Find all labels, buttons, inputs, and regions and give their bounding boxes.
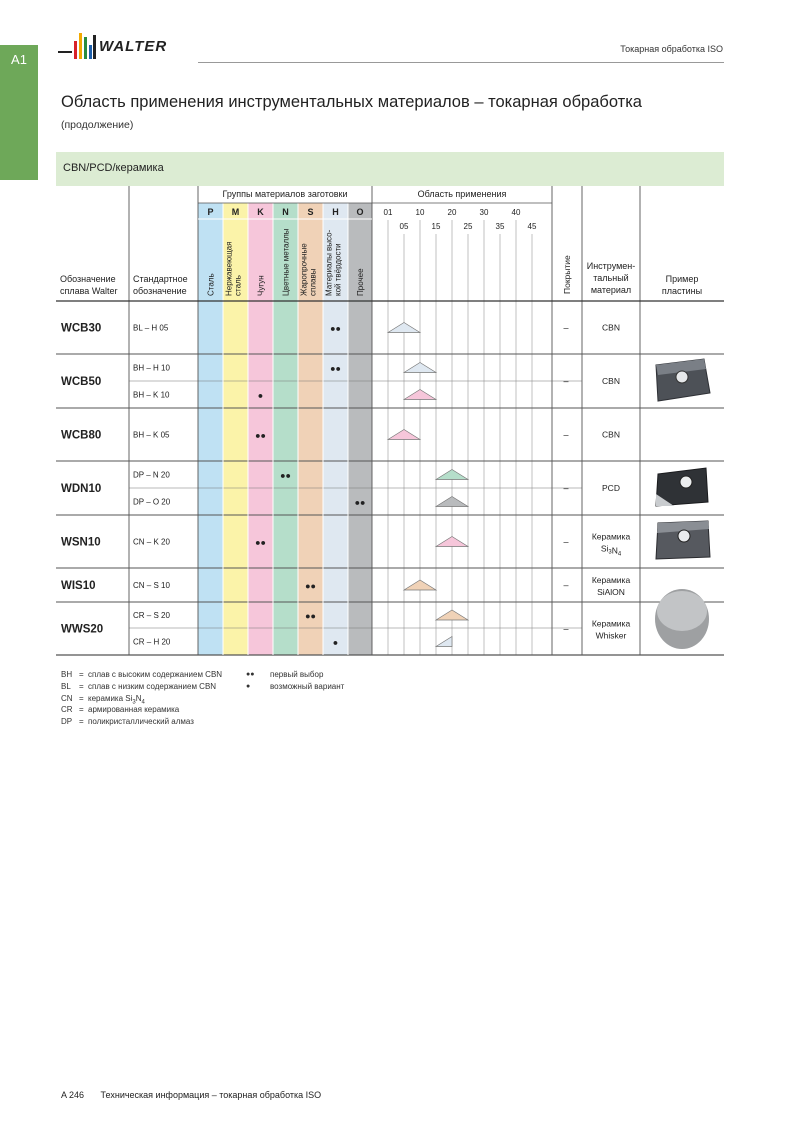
legend-desc: керамика $Si_3N_4$: [88, 693, 145, 706]
group-name-o: Прочее: [356, 268, 365, 296]
page-footer: [61, 1090, 321, 1100]
coating-value: –: [563, 322, 569, 333]
range-triangle: [388, 323, 420, 333]
scale-label-top: 10: [415, 208, 425, 217]
tool-material: Керамика: [591, 531, 631, 542]
scale-label-bottom: 25: [463, 222, 473, 231]
group-name-k: Чугун: [256, 275, 266, 296]
group-letter-s: S: [307, 207, 314, 217]
legend-abbr: CN: [61, 693, 73, 703]
grade-wdn10: WDN10: [61, 483, 102, 495]
scale-label-top: 01: [383, 208, 393, 217]
range-triangle: [436, 637, 452, 647]
group-dots-n: ●●: [280, 470, 291, 481]
group-name-h: Материалы высо-: [324, 229, 334, 296]
range-triangle: [404, 580, 436, 590]
header-material: тальный: [593, 273, 629, 283]
grade-wws20: WWS20: [61, 623, 104, 636]
tool-material-sub: $Si_3N_4$: [600, 543, 622, 558]
standard-designation: CR – H 20: [133, 637, 171, 647]
scale-label-bottom: 15: [431, 222, 441, 231]
scale-label-bottom: 45: [527, 222, 537, 231]
range-triangle: [436, 497, 468, 507]
legend-equals: =: [79, 705, 84, 715]
group-name-s: Жаропрочные: [299, 243, 309, 296]
header-example: Пример: [665, 274, 699, 284]
group-letter-h: H: [332, 207, 339, 217]
header-groups: Группы материалов заготовки: [222, 189, 348, 199]
header-example: пластины: [661, 286, 703, 296]
tool-material: Керамика: [591, 618, 631, 629]
tool-material-sub: SiAlON: [597, 587, 625, 597]
group-name-n: Цветные металлы: [281, 228, 291, 296]
group-letter-n: N: [282, 207, 289, 217]
grade-wcb80: WCB80: [61, 429, 102, 442]
group-name-p: Сталь: [206, 273, 216, 296]
tool-material: CBN: [602, 322, 620, 333]
group-name-h: кой твёрдости: [333, 243, 343, 296]
legend-desc: армированная керамика: [88, 705, 180, 715]
header-material: материал: [590, 285, 632, 295]
legend-equals: =: [79, 717, 84, 727]
group-letter-m: M: [231, 207, 240, 217]
group-dots-h: ●: [332, 637, 339, 648]
legend-desc: сплав с низким содержанием CBN: [88, 681, 217, 691]
section-label: CBN/PCD/керамика: [63, 162, 164, 174]
legend-abbr: BL: [61, 681, 71, 691]
group-letter-o: O: [356, 207, 364, 217]
standard-designation: DP – N 20: [133, 470, 170, 480]
insert-ceramic-icon: [656, 521, 710, 559]
legend-desc: сплав с высоким содержанием CBN: [88, 670, 223, 679]
legend-abbr: DP: [61, 717, 73, 727]
legend-dots-icon: ●: [246, 682, 251, 690]
group-dots-k: ●●: [255, 537, 266, 548]
group-letter-k: K: [257, 207, 264, 217]
group-dots-o: ●●: [354, 497, 366, 508]
group-dots-k: ●●: [255, 430, 266, 441]
page-subtitle: (продолжение): [61, 119, 134, 131]
legend-abbr: CR: [61, 705, 73, 715]
header-designation: сплава Walter: [60, 286, 118, 296]
coating-value: –: [563, 580, 569, 590]
header-range: Область применения: [417, 189, 507, 199]
group-name-s: сплавы: [308, 268, 318, 296]
legend-symbol-desc: первый выбор: [270, 670, 324, 679]
range-triangle: [404, 390, 436, 400]
scale-label-bottom: 05: [399, 222, 409, 231]
grade-wcb30: WCB30: [61, 322, 102, 335]
legend-desc: поликристаллический алмаз: [88, 717, 194, 727]
legend-dots-icon: ●●: [246, 671, 255, 678]
legend-symbol-desc: возможный вариант: [270, 681, 345, 691]
logo-text: WALTER: [99, 38, 168, 55]
group-letter-p: P: [207, 207, 214, 217]
grade-wis10: WIS10: [61, 580, 96, 592]
group-dots-s: ●●: [305, 611, 316, 621]
tool-material: PCD: [602, 483, 620, 493]
footer-text: Техническая информация – токарная обработка ISO: [100, 1090, 322, 1100]
standard-designation: DP – O 20: [133, 497, 171, 507]
insert-cbn-icon: [656, 359, 710, 401]
scale-label-top: 20: [447, 208, 457, 217]
page-title: Область применения инструментальных материалов – токарная обработка: [61, 93, 642, 111]
range-triangle: [388, 430, 420, 440]
group-dots-h: ●●: [330, 323, 341, 334]
legend-abbr: BH: [61, 670, 73, 679]
legend-equals: =: [79, 693, 84, 703]
group-band-k: [248, 203, 273, 655]
coating-value: –: [563, 483, 569, 493]
coating-value: –: [563, 536, 569, 547]
range-triangle: [436, 470, 468, 480]
header-standard: Стандартное: [133, 274, 188, 284]
insert-pcd-icon: [656, 468, 708, 506]
tool-material: CBN: [602, 376, 620, 386]
insert-round-icon: [655, 589, 709, 649]
header-material: Инструмен-: [586, 261, 636, 271]
legend-equals: =: [79, 681, 84, 691]
range-triangle: [436, 610, 468, 620]
coating-value: –: [563, 623, 569, 634]
range-triangle: [436, 537, 468, 547]
standard-designation: CR – S 20: [133, 611, 170, 620]
scale-label-bottom: 35: [495, 222, 505, 231]
header-title: Токарная обработка ISO: [620, 44, 723, 54]
range-triangle: [404, 363, 436, 373]
tool-material: Керамика: [591, 575, 631, 585]
group-dots-s: ●●: [305, 581, 316, 591]
page-number: A 246: [61, 1090, 85, 1100]
standard-designation: BH – K 05: [133, 430, 170, 440]
scale-label-top: 40: [511, 208, 521, 217]
group-name-m: Нержавеющая: [224, 241, 234, 296]
tool-material: CBN: [602, 429, 620, 440]
header-standard: обозначение: [133, 286, 187, 296]
grade-wsn10: WSN10: [61, 536, 101, 549]
header-designation: Обозначение: [60, 274, 116, 284]
standard-designation: BH – H 10: [133, 363, 170, 373]
coating-value: –: [563, 429, 569, 440]
group-dots-k: ●: [257, 390, 264, 401]
standard-designation: CN – K 20: [133, 537, 170, 547]
chapter-tab-label: A1: [11, 52, 27, 67]
header-coating: Покрытие: [562, 255, 572, 294]
scale-label-top: 30: [479, 208, 489, 217]
standard-designation: BL – H 05: [133, 323, 169, 333]
tool-material-sub: Whisker: [595, 630, 627, 641]
group-band-p: [198, 203, 223, 655]
group-name-m: сталь: [233, 275, 243, 296]
standard-designation: BH – K 10: [133, 390, 170, 400]
coating-value: –: [563, 376, 569, 386]
group-dots-h: ●●: [330, 363, 341, 374]
standard-designation: CN – S 10: [133, 581, 170, 590]
legend-equals: =: [79, 670, 84, 679]
grade-wcb50: WCB50: [61, 376, 102, 388]
